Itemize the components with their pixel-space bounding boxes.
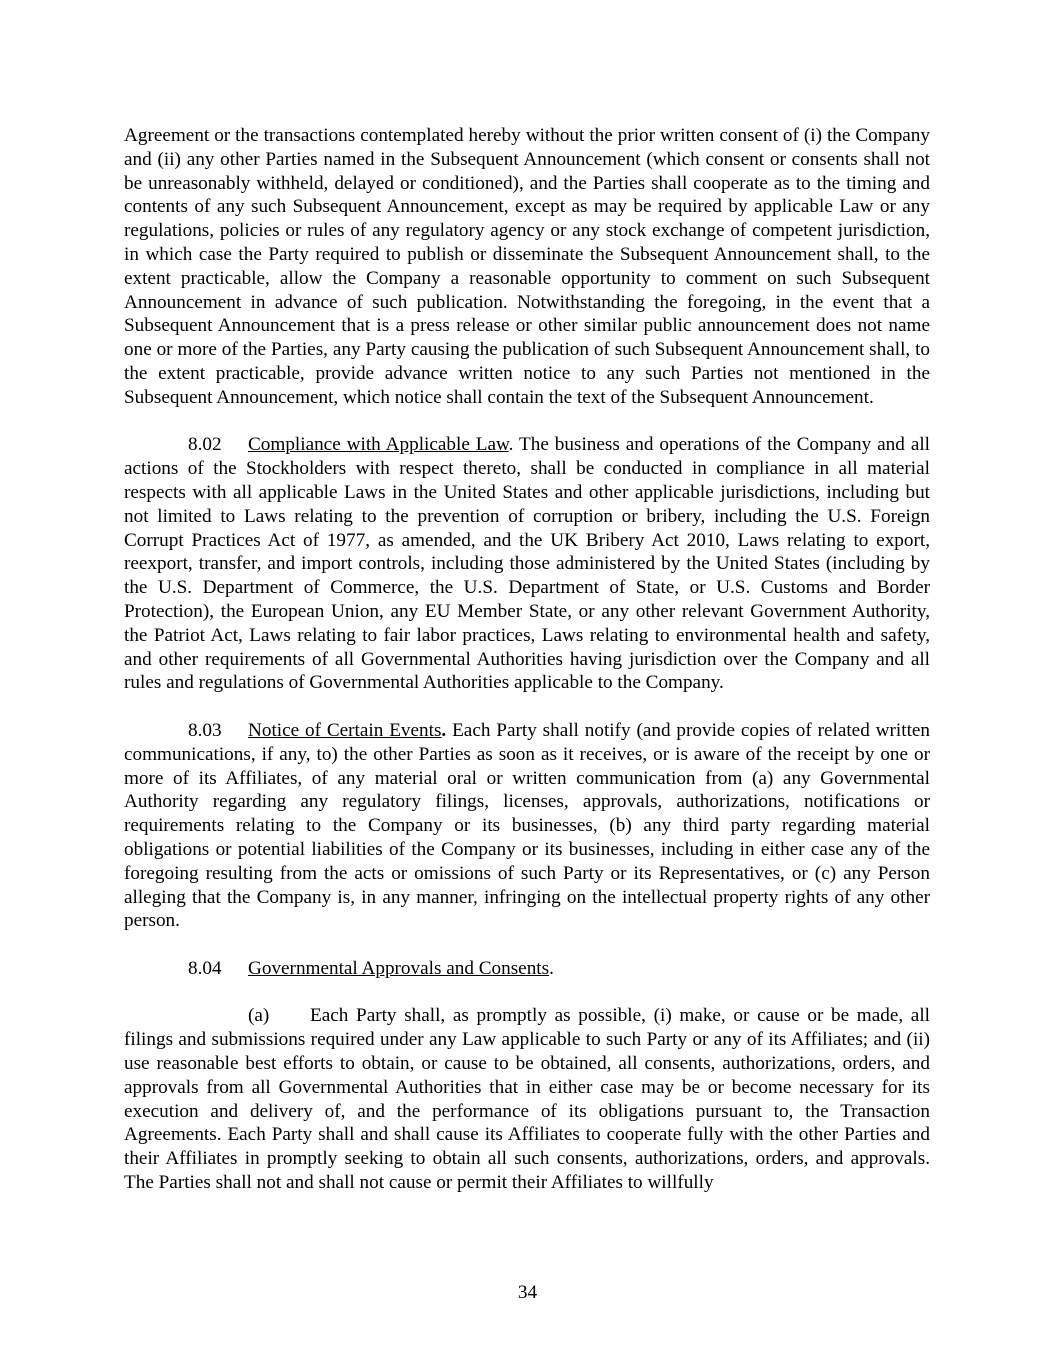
subsection-a bbox=[124, 1004, 930, 1194]
subsection-label: (a) bbox=[248, 1005, 270, 1027]
section-number: 8.03 bbox=[188, 719, 222, 741]
document-page bbox=[124, 124, 930, 1195]
continuation-paragraph: Agreement or the transactions contemplated hereby without the prior written consent of (i) the Company and (ii) any other Parties named in the Subsequent Announcement (which consent or consents shall not be unreasonably withheld, delayed or conditioned), and the Parties shall cooperate as to the timing and contents of any such Subsequent Announcement, except as may be required by applicable Law or any regulations, policies or rules of any regulatory agency or any stock exchange of competent jurisdiction, in which case the Party required to publish or disseminate the Subsequent Announcement shall, to the extent practicable, allow the Company a reasonable opportunity to comment on such Subsequent Announcement in advance of such publication. Notwithstanding the foregoing, in the event that a Subsequent Announcement that is a press release or other similar public announcement does not name one or more of the Parties, any Party causing the publication of such Subsequent Announcement shall, to the extent practicable, provide advance written notice to any such Parties not mentioned in the Subsequent Announcement, which notice shall contain the text of the Subsequent Announcement. bbox=[124, 125, 930, 408]
section-body: Each Party shall notify (and provide copies of related written communications, if any, to) the other Parties as soon as it receives, or is aware of the receipt by one or more of its Affiliates, of any material oral or written communication from (a) any Governmental Authority regarding any regulatory filings, licenses, approvals, authorizations, notifications or requirements relating to the Company or its businesses, (b) any third party regarding material obligations or potential liabilities of the Company or its businesses, including in either case any of the foregoing resulting from the acts or omissions of such Party or its Representatives, or (c) any Person alleging that the Company is, in any manner, infringing on the intellectual property rights of any other person. bbox=[124, 719, 931, 932]
section-title: Notice of Certain Events bbox=[248, 719, 442, 741]
section-8-04: 8.04 Governmental Approvals and Consents. bbox=[188, 957, 554, 979]
section-title: Governmental Approvals and Consents bbox=[248, 957, 550, 979]
subsection-body: Each Party shall, as promptly as possible, (i) make, or cause or be made, all filings and submissions required under any Law applicable to such Party or any of its Affiliates; and (ii) use reasonable best efforts to obtain, or cause to be obtained, all consents, authorizations, orders, and approvals from all Governmental Authorities that in either case may be or become necessary for its execution and delivery of, and the performance of its obligations pursuant to, the Transaction Agreements. Each Party shall and shall cause its Affiliates to cooperate fully with the other Parties and their Affiliates in promptly seeking to obtain all such consents, authorizations, orders, and approvals. The Parties shall not and shall not cause or permit their Affiliates to willfully bbox=[124, 1005, 930, 1194]
page-number: 34 bbox=[517, 1282, 538, 1303]
section-title: Compliance with Applicable Law bbox=[248, 434, 509, 456]
section-number: 8.04 bbox=[188, 957, 222, 979]
section-8-02: 8.02 Compliance with Applicable Law. The business and operations of the Company and all actions of the Stockholders with respect thereto, shall be conducted in compliance in all material respects with all applicable Laws in the United States and other applicable jurisdictions, including but not limited to Laws relating to the prevention of corruption or bribery, including the U.S. Foreign Corrupt Practices Act of 1977, as amended, and the UK Bribery Act 2010, Laws relating to export, reexport, transfer, and import controls, including those administered by the United States (including by the U.S. Department of Commerce, the U.S. Department of State, or U.S. Customs and Border Protection), the European Union, any EU Member State, or any other relevant Government Authority, the Patriot Act, Laws relating to fair labor practices, Laws relating to environmental health and safety, and other requirements of all Governmental Authorities having jurisdiction over the Company and all rules and regulations of Governmental Authorities applicable to the Company. bbox=[124, 434, 930, 694]
section-body: The business and operations of the Company and all actions of the Stockholders with respect thereto, shall be conducted in compliance in all material respects with all applicable Laws in the United States and other applicable jurisdictions, including but not limited to Laws relating to the prevention of corruption or bribery, including the U.S. Foreign Corrupt Practices Act of 1977, as amended, and the UK Bribery Act 2010, Laws relating to export, reexport, transfer, and import controls, including those administered by the United States (including by the U.S. Department of Commerce, the U.S. Department of State, or U.S. Customs and Border Protection), the European Union, any EU Member State, or any other relevant Government Authority, the Patriot Act, Laws relating to fair labor practices, Laws relating to environmental health and safety, and other requirements of all Governmental Authorities having jurisdiction over the Company and all rules and regulations of Governmental Authorities applicable to the Company. bbox=[124, 434, 930, 694]
section-number: 8.02 bbox=[188, 434, 222, 456]
section-8-03: 8.03 Notice of Certain Events. Each Party shall notify (and provide copies of related written communications, if any, to) the other Parties as soon as it receives, or is aware of the receipt by one or more of its Affiliates, of any material oral or written communication from (a) any Governmental Authority regarding any regulatory filings, licenses, approvals, authorizations, notifications or requirements relating to the Company or its businesses, (b) any third party regarding material obligations or potential liabilities of the Company or its businesses, including in either case any of the foregoing resulting from the acts or omissions of such Party or its Representatives, or (c) any Person alleging that the Company is, in any manner, infringing on the intellectual property rights of any other person. bbox=[124, 719, 931, 932]
